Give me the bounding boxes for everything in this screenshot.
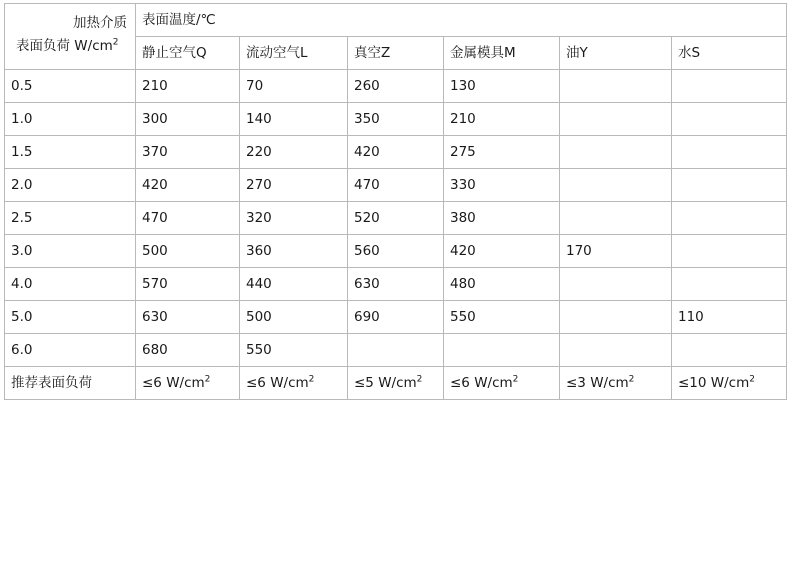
footer-value: ≤6 $W/cm^2$ <box>240 367 348 400</box>
unit-sup: 2 <box>512 374 519 385</box>
cell-value: 470 <box>348 169 444 202</box>
table-row <box>5 136 787 169</box>
footer-value: ≤6 $W/cm^2$ <box>136 367 240 400</box>
footer-label: 推荐表面负荷 <box>5 367 136 400</box>
table-row <box>5 70 787 103</box>
cell-value: 170 <box>560 235 672 268</box>
unit-sup: 2 <box>628 374 635 385</box>
cell-value <box>560 202 672 235</box>
footer-value: ≤6 $W/cm^2$ <box>444 367 560 400</box>
cell-value: 500 <box>136 235 240 268</box>
cell-value: 680 <box>136 334 240 367</box>
cell-value: 300 <box>136 103 240 136</box>
column-header-water: 水S <box>672 37 787 70</box>
column-header-oil: 油Y <box>560 37 672 70</box>
cell-value: 500 <box>240 301 348 334</box>
cell-value <box>560 334 672 367</box>
unit-sup: 2 <box>308 374 315 385</box>
row-label: 0.5 <box>5 70 136 103</box>
table-row <box>5 235 787 268</box>
row-label: 1.5 <box>5 136 136 169</box>
cell-value <box>672 103 787 136</box>
cell-value: 440 <box>240 268 348 301</box>
cell-value <box>672 268 787 301</box>
row-label: 3.0 <box>5 235 136 268</box>
column-header-still-air: 静止空气Q <box>136 37 240 70</box>
cell-value: 550 <box>240 334 348 367</box>
row-label: 2.0 <box>5 169 136 202</box>
column-header-metal-mold: 金属模具M <box>444 37 560 70</box>
cell-value: 320 <box>240 202 348 235</box>
corner-header-cell <box>5 4 136 70</box>
cell-value <box>672 202 787 235</box>
corner-header-load-label: 表面负荷 $W/cm^2$ <box>16 37 119 55</box>
cell-value: 560 <box>348 235 444 268</box>
cell-value: 220 <box>240 136 348 169</box>
cell-value: 70 <box>240 70 348 103</box>
cell-value <box>560 136 672 169</box>
cell-value <box>672 70 787 103</box>
cell-value: 550 <box>444 301 560 334</box>
cell-value: 330 <box>444 169 560 202</box>
cell-value: 275 <box>444 136 560 169</box>
row-label: 4.0 <box>5 268 136 301</box>
cell-value: 210 <box>444 103 560 136</box>
cell-value <box>672 136 787 169</box>
cell-value <box>672 334 787 367</box>
cell-value <box>348 334 444 367</box>
row-label: 5.0 <box>5 301 136 334</box>
surface-load-temperature-table <box>4 3 787 400</box>
cell-value <box>560 268 672 301</box>
table-row <box>5 268 787 301</box>
cell-value <box>560 301 672 334</box>
cell-value: 260 <box>348 70 444 103</box>
table-header-row-group <box>5 4 787 37</box>
unit-sup: 2 <box>204 374 211 385</box>
table-row <box>5 103 787 136</box>
cell-value: 360 <box>240 235 348 268</box>
table-row <box>5 202 787 235</box>
unit-sup: 2 <box>749 374 755 385</box>
cell-value: 630 <box>136 301 240 334</box>
footer-value: ≤10 $W/cm^2$ <box>672 367 787 400</box>
cell-value: 520 <box>348 202 444 235</box>
corner-header-medium-label: 加热介质 <box>73 15 127 31</box>
group-header-surface-temperature: 表面温度/℃ <box>136 4 787 37</box>
cell-value <box>672 235 787 268</box>
cell-value: 270 <box>240 169 348 202</box>
cell-value <box>672 169 787 202</box>
cell-value: 350 <box>348 103 444 136</box>
cell-value: 420 <box>348 136 444 169</box>
cell-value: 420 <box>444 235 560 268</box>
cell-value: 470 <box>136 202 240 235</box>
table-footer-row <box>5 367 787 400</box>
row-label: 6.0 <box>5 334 136 367</box>
corner-sup: 2 <box>112 37 119 48</box>
cell-value <box>560 169 672 202</box>
cell-value: 110 <box>672 301 787 334</box>
footer-value: ≤3 $W/cm^2$ <box>560 367 672 400</box>
column-header-flowing-air: 流动空气L <box>240 37 348 70</box>
cell-value <box>560 70 672 103</box>
cell-value: 210 <box>136 70 240 103</box>
footer-value: ≤5 $W/cm^2$ <box>348 367 444 400</box>
cell-value: 690 <box>348 301 444 334</box>
cell-value: 480 <box>444 268 560 301</box>
cell-value: 140 <box>240 103 348 136</box>
unit-sup: 2 <box>416 374 423 385</box>
cell-value: 570 <box>136 268 240 301</box>
table-row <box>5 169 787 202</box>
row-label: 2.5 <box>5 202 136 235</box>
cell-value <box>444 334 560 367</box>
cell-value: 380 <box>444 202 560 235</box>
cell-value: 630 <box>348 268 444 301</box>
cell-value: 420 <box>136 169 240 202</box>
cell-value: 130 <box>444 70 560 103</box>
table-row <box>5 334 787 367</box>
row-label: 1.0 <box>5 103 136 136</box>
table-row <box>5 301 787 334</box>
cell-value: 370 <box>136 136 240 169</box>
cell-value <box>560 103 672 136</box>
column-header-vacuum: 真空Z <box>348 37 444 70</box>
